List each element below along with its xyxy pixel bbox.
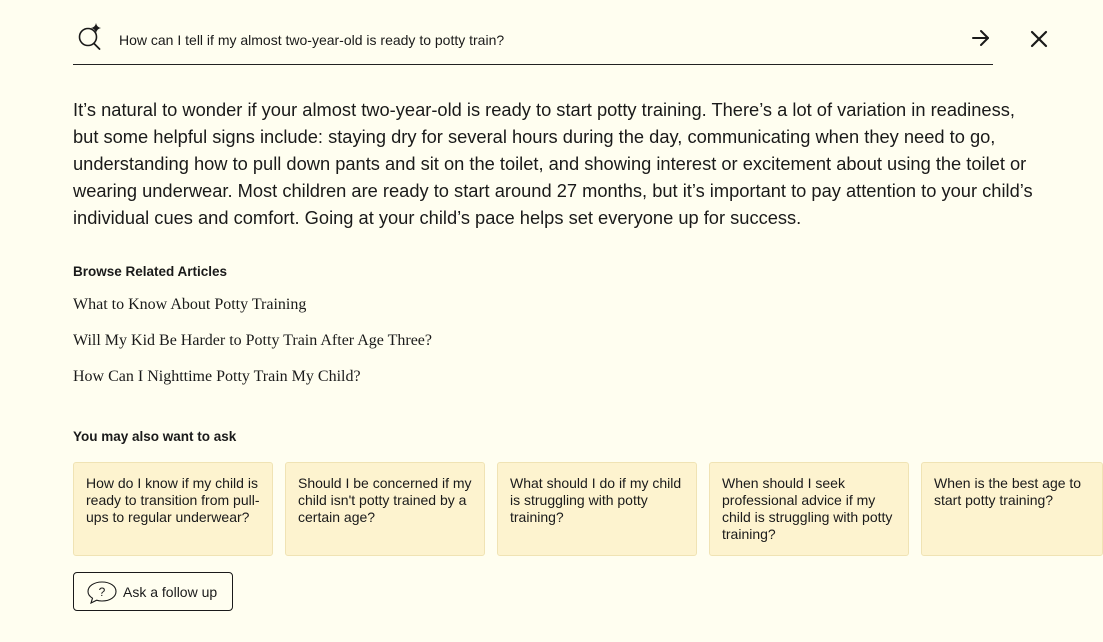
list-item — [73, 296, 432, 332]
related-article-link[interactable]: How Can I Nighttime Potty Train My Child? — [73, 368, 361, 385]
ask-follow-up-label: Ask a follow up — [123, 584, 218, 600]
suggestion-card[interactable]: When is the best age to start potty training? — [921, 462, 1103, 556]
search-input[interactable] — [119, 28, 939, 52]
suggestion-card[interactable]: What should I do if my child is struggling with potty training? — [497, 462, 697, 556]
ask-follow-up-button[interactable] — [73, 572, 233, 611]
arrow-right-icon[interactable] — [969, 26, 993, 50]
related-articles-heading: Browse Related Articles — [73, 264, 228, 279]
svg-text:?: ? — [98, 585, 106, 599]
answer-text: It’s natural to wonder if your almost two-year-old is ready to start potty training. There’s a lot of variation in readiness, but some helpful signs include: staying dry for several hours during the day, communicating when they need to go, understanding how to pull down pants and sit on the toilet, and showing interest or excitement about using the toilet or wearing underwear. Most children are ready to start around 27 months, but it’s important to pay attention to your child’s individual cues and comfort. Going at your child’s pace helps set everyone up for success. — [73, 99, 1033, 228]
suggestion-cards — [73, 462, 1103, 556]
related-articles-list — [73, 296, 432, 404]
sparkle-search-icon — [77, 22, 103, 50]
question-bubble-icon — [86, 580, 118, 604]
close-icon[interactable] — [1028, 28, 1050, 50]
suggestions-heading: You may also want to ask — [73, 429, 237, 444]
related-article-link[interactable]: Will My Kid Be Harder to Potty Train After Age Three? — [73, 332, 433, 349]
related-article-link[interactable]: What to Know About Potty Training — [73, 296, 307, 313]
list-item — [73, 368, 432, 404]
list-item — [73, 332, 432, 368]
suggestion-card[interactable]: Should I be concerned if my child isn't potty trained by a certain age? — [285, 462, 485, 556]
suggestion-card[interactable]: When should I seek professional advice if my child is struggling with potty training? — [709, 462, 909, 556]
suggestion-card[interactable]: How do I know if my child is ready to transition from pull-ups to regular underwear? — [73, 462, 273, 556]
search-bar — [73, 18, 993, 65]
